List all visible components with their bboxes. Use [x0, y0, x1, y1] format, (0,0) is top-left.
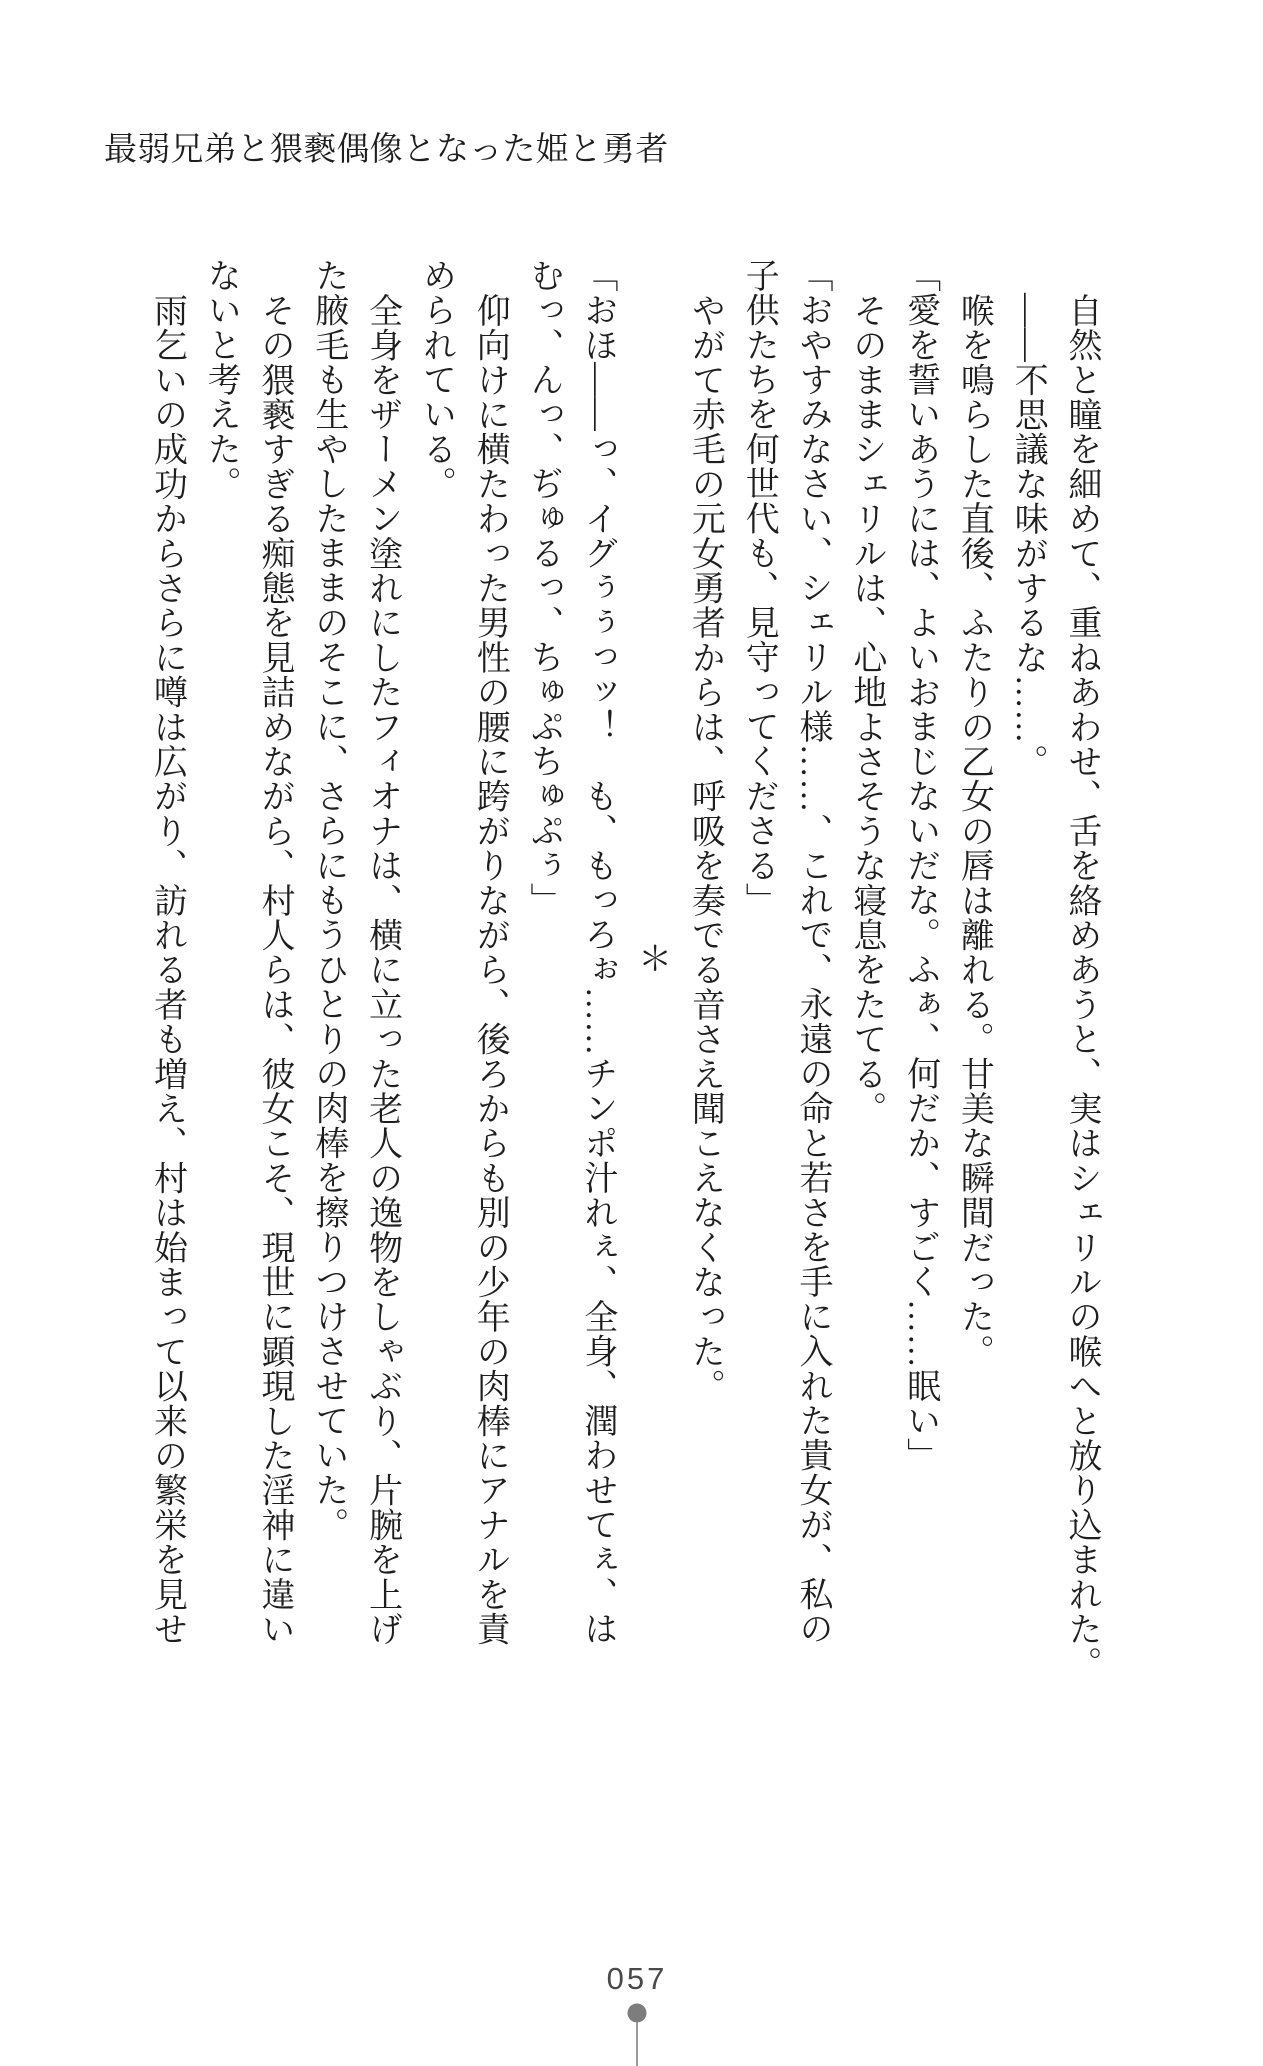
text-line: められている。: [417, 258, 455, 501]
text-line: ないと考えた。: [202, 258, 240, 501]
section-separator: ＊: [632, 940, 670, 976]
text-line: 喉を鳴らした直後、ふたりの乙女の唇は離れる。甘美な瞬間だった。: [955, 293, 993, 1369]
text-line: その猥褻すぎる痴態を見詰めながら、村人らは、彼女こそ、現世に顕現した淫神に違い: [256, 293, 294, 1647]
text-line: 仰向けに横たわった男性の腰に跨がりながら、後ろからも別の少年の肉棒にアナルを責: [471, 293, 509, 1647]
text-line: 「愛を誓いあうには、よいおまじないだな。ふぁ、何だか、すごく……眠い」: [901, 258, 939, 1473]
text-line: そのままシェリルは、心地よさそうな寝息をたてる。: [847, 293, 885, 1126]
text-line: ――不思議な味がするな……。: [1009, 293, 1047, 779]
text-line: た腋毛も生やしたままのそこに、さらにもうひとりの肉棒を擦りつけさせていた。: [309, 258, 347, 1542]
text-line: 自然と瞳を細めて、重ねあわせ、舌を絡めあうと、実はシェリルの喉へと放り込まれた。: [1063, 293, 1100, 1681]
text-line: むっ、んっ、ぢゅるっ、ちゅぷちゅぷぅ」: [525, 258, 563, 918]
text-line: 全身をザーメン塗れにしたフィオナは、横に立った老人の逸物をしゃぶり、片腕を上げ: [363, 293, 401, 1647]
text-line: 「おやすみなさい、シェリル様……、これで、永遠の命と若さを手に入れた貴女が、私の: [794, 258, 832, 1646]
running-header-title: 最弱兄弟と猥褻偶像となった姫と勇者: [104, 132, 669, 168]
text-line: 雨乞いの成功からさらに噂は広がり、訪れる者も増え、村は始まって以来の繁栄を見せ: [148, 293, 186, 1647]
body-text: [140, 258, 1108, 1681]
text-line: やがて赤毛の元女勇者からは、呼吸を奏でる音さえ聞こえなくなった。: [686, 293, 724, 1404]
page-number: 057: [606, 1961, 668, 1996]
page-ornament-dot: [628, 2004, 647, 2023]
text-line: 子供たちを何世代も、見守ってくださる」: [740, 258, 778, 918]
text-line: 「おほ――っ、イグぅぅっッ！ も、もっろぉ……チンポ汁れぇ、全身、潤わせてぇ、は: [578, 258, 616, 1646]
page-ornament-line: [636, 2022, 638, 2066]
